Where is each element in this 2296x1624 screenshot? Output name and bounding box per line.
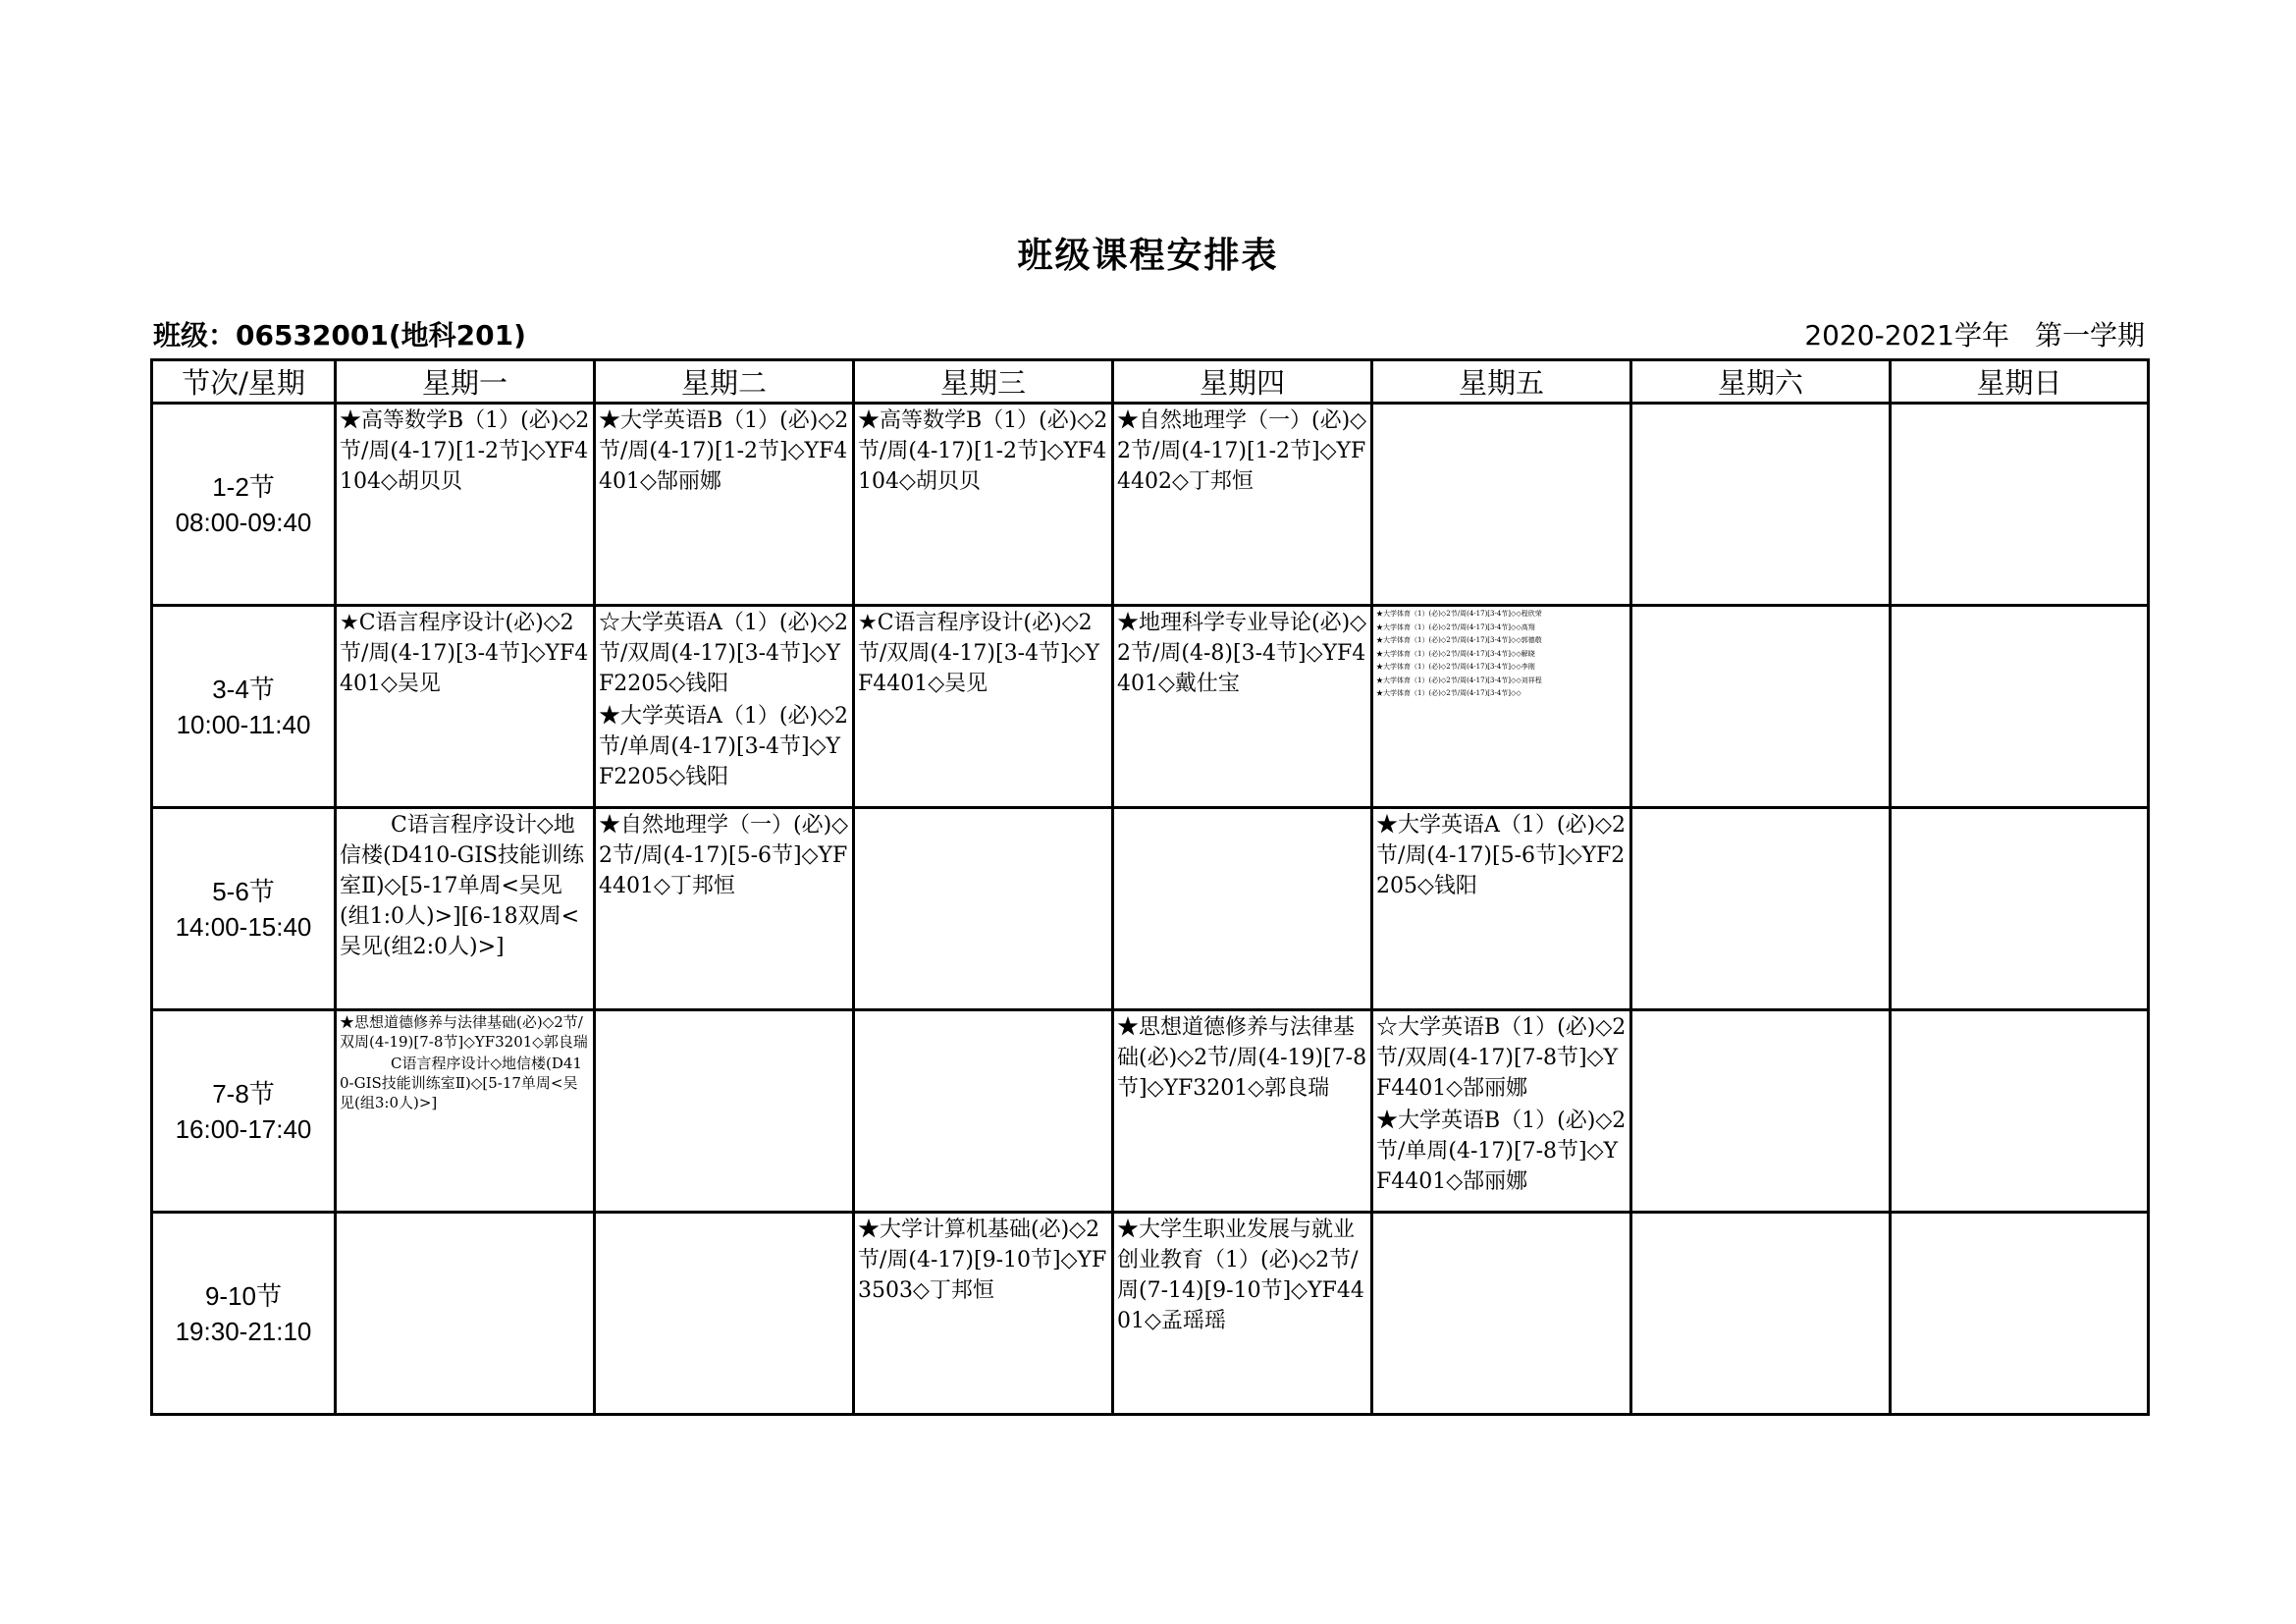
page-title: 班级课程安排表 (1017, 236, 1279, 276)
course-entry: ★大学英语B（1）(必)◇2节/单周(4-17)[7-8节]◇YF4401◇郜丽娜 (1376, 1109, 1627, 1194)
course-entry: ★大学生职业发展与就业创业教育（1）(必)◇2节/周(7-14)[9-10节]◇YF4401◇孟瑶瑶 (1117, 1218, 1364, 1333)
course-entry: ★C语言程序设计(必)◇2节/双周(4-17)[3-4节]◇YF4401◇吴见 (858, 611, 1100, 696)
cell-fri (1372, 1010, 1631, 1213)
class-label: 班级：06532001(地科201) (153, 319, 526, 352)
slot-time: 16:00-17:40 (175, 1113, 312, 1144)
cell-tue (595, 808, 854, 1010)
cell-sun (1891, 1213, 2149, 1415)
slot-label: 1-2节 (212, 471, 275, 502)
cell-sat (1631, 404, 1891, 606)
slot-time: 14:00-15:40 (175, 911, 312, 942)
course-entry: ★大学体育（1）(必)◇2节/周(4-17)[3-4节]◇◇ (1376, 689, 1522, 697)
slot-cell (152, 606, 336, 808)
cell-tue (595, 1213, 854, 1415)
slot-time: 10:00-11:40 (176, 709, 311, 739)
header-monday: 星期一 (336, 360, 595, 404)
course-entry: ★大学体育（1）(必)◇2节/周(4-17)[3-4节]◇◇李刚 (1376, 663, 1535, 671)
cell-tue (595, 606, 854, 808)
cell-sat (1631, 808, 1891, 1010)
cell-mon (336, 404, 595, 606)
header-wednesday: 星期三 (854, 360, 1113, 404)
cell-mon (336, 1010, 595, 1213)
course-entry: ★大学英语A（1）(必)◇2节/周(4-17)[5-6节]◇YF2205◇钱阳 (1376, 813, 1626, 898)
cell-sun (1891, 404, 2149, 606)
slot-label: 3-4节 (212, 674, 275, 704)
cell-thu (1113, 1010, 1372, 1213)
course-entry: ★大学体育（1）(必)◇2节/周(4-17)[3-4节]◇◇郭德敬 (1376, 636, 1542, 644)
course-entry: ★大学计算机基础(必)◇2节/周(4-17)[9-10节]◇YF3503◇丁邦恒 (858, 1218, 1107, 1303)
header-tuesday: 星期二 (595, 360, 854, 404)
table-row (152, 808, 2149, 1010)
course-entry: ★高等数学B（1）(必)◇2节/周(4-17)[1-2节]◇YF4104◇胡贝贝 (340, 408, 590, 494)
slot-time: 08:00-09:40 (175, 507, 312, 537)
course-entry: ★大学英语A（1）(必)◇2节/单周(4-17)[3-4节]◇YF2205◇钱阳 (599, 704, 848, 789)
course-entry: ★大学体育（1）(必)◇2节/周(4-17)[3-4节]◇◇解晓 (1376, 649, 1535, 658)
cell-tue (595, 404, 854, 606)
cell-mon (336, 1213, 595, 1415)
header-thursday: 星期四 (1113, 360, 1372, 404)
header-sunday: 星期日 (1891, 360, 2149, 404)
academic-year: 2020-2021学年 (1804, 319, 2009, 352)
course-entry: ★自然地理学（一）(必)◇2节/周(4-17)[5-6节]◇YF4401◇丁邦恒 (599, 813, 849, 898)
cell-sun (1891, 808, 2149, 1010)
slot-label: 5-6节 (212, 876, 275, 906)
course-entry: ★C语言程序设计(必)◇2节/周(4-17)[3-4节]◇YF4401◇吴见 (340, 611, 589, 696)
header-row (152, 360, 2149, 404)
course-entry: ★自然地理学（一）(必)◇2节/周(4-17)[1-2节]◇YF4402◇丁邦恒 (1117, 408, 1367, 494)
table-row (152, 1010, 2149, 1213)
term-info (1779, 314, 2145, 353)
cell-fri (1372, 606, 1631, 808)
cell-thu (1113, 1213, 1372, 1415)
slot-cell (152, 404, 336, 606)
course-entry: C语言程序设计◇地信楼(D410-GIS技能训练室Ⅱ)◇[5-17单周<吴见(组1:0人)>][6-18双周<吴见(组2:0人)>] (340, 813, 584, 959)
course-entry: ☆大学英语A（1）(必)◇2节/双周(4-17)[3-4节]◇YF2205◇钱阳 (599, 611, 848, 696)
slot-time: 19:30-21:10 (175, 1316, 312, 1346)
cell-thu (1113, 808, 1372, 1010)
table-row (152, 404, 2149, 606)
cell-thu (1113, 606, 1372, 808)
slot-label: 7-8节 (212, 1078, 275, 1109)
course-entry: C语言程序设计◇地信楼(D410-GIS技能训练室Ⅱ)◇[5-17单周<吴见(组3:0人)>] (340, 1055, 582, 1111)
table-row (152, 1213, 2149, 1415)
slot-label: 9-10节 (204, 1280, 283, 1311)
course-entry: ★思想道德修养与法律基础(必)◇2节/周(4-19)[7-8节]◇YF3201◇郭良瑞 (1117, 1015, 1367, 1101)
cell-sat (1631, 1010, 1891, 1213)
course-entry: ★大学体育（1）(必)◇2节/周(4-17)[3-4节]◇◇程欣荣 (1376, 610, 1542, 618)
cell-fri (1372, 404, 1631, 606)
cell-wed (854, 808, 1113, 1010)
header-saturday: 星期六 (1631, 360, 1891, 404)
cell-wed (854, 404, 1113, 606)
header-slot: 节次/星期 (152, 360, 336, 404)
cell-wed (854, 1213, 1113, 1415)
cell-sat (1631, 606, 1891, 808)
cell-tue (595, 1010, 854, 1213)
schedule-table (150, 358, 2150, 1416)
course-entry: ★高等数学B（1）(必)◇2节/周(4-17)[1-2节]◇YF4104◇胡贝贝 (858, 408, 1108, 494)
course-entry: ★大学体育（1）(必)◇2节/周(4-17)[3-4节]◇◇刘祥程 (1376, 676, 1542, 684)
slot-cell (152, 1010, 336, 1213)
cell-sun (1891, 1010, 2149, 1213)
cell-sat (1631, 1213, 1891, 1415)
cell-thu (1113, 404, 1372, 606)
cell-mon (336, 606, 595, 808)
course-entry: ★思想道德修养与法律基础(必)◇2节/双周(4-19)[7-8节]◇YF3201◇郭良瑞 (340, 1013, 588, 1051)
course-entry: ★地理科学专业导论(必)◇2节/周(4-8)[3-4节]◇YF4401◇戴仕宝 (1117, 611, 1367, 696)
cell-fri (1372, 808, 1631, 1010)
header-friday: 星期五 (1372, 360, 1631, 404)
cell-fri (1372, 1213, 1631, 1415)
slot-cell (152, 1213, 336, 1415)
slot-cell (152, 808, 336, 1010)
cell-sun (1891, 606, 2149, 808)
course-entry: ★大学英语B（1）(必)◇2节/周(4-17)[1-2节]◇YF4401◇郜丽娜 (599, 408, 849, 494)
semester: 第一学期 (2034, 319, 2145, 352)
cell-wed (854, 1010, 1113, 1213)
course-entry: ☆大学英语B（1）(必)◇2节/双周(4-17)[7-8节]◇YF4401◇郜丽娜 (1376, 1015, 1627, 1101)
cell-mon (336, 808, 595, 1010)
cell-wed (854, 606, 1113, 808)
table-row (152, 606, 2149, 808)
course-entry: ★大学体育（1）(必)◇2节/周(4-17)[3-4节]◇◇高翔 (1376, 623, 1535, 631)
